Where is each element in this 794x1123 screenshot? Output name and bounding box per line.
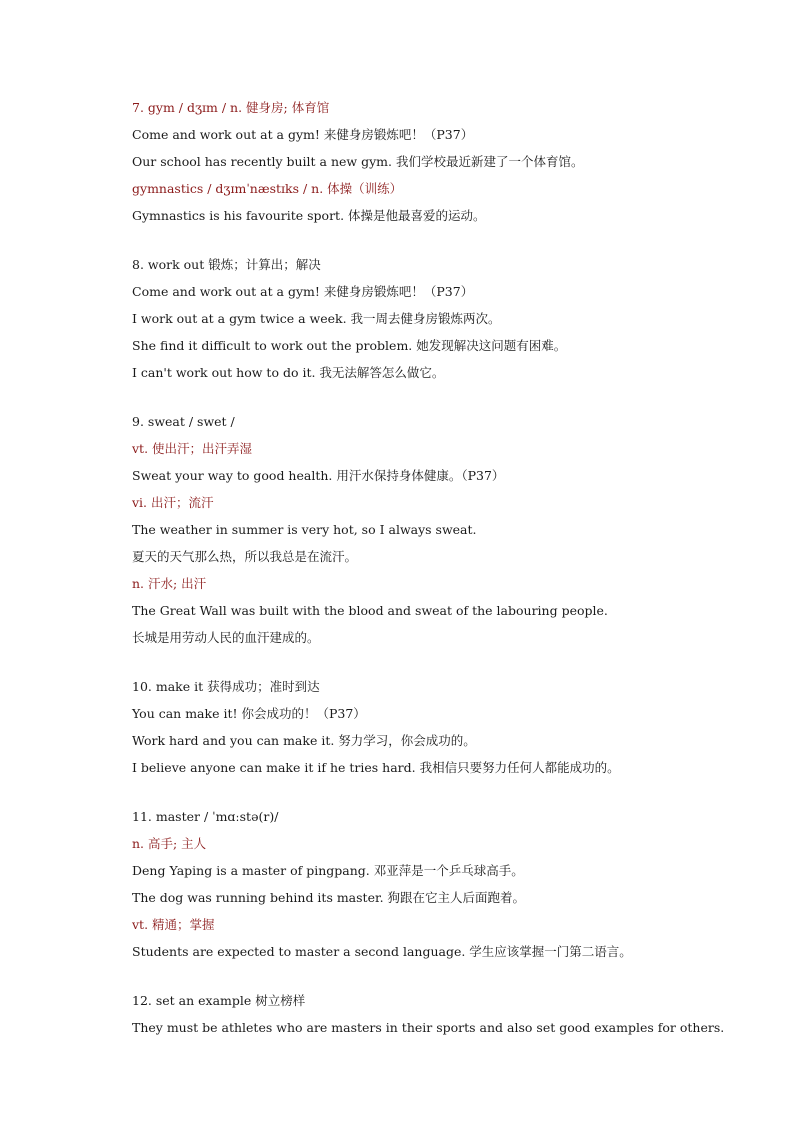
- text-line: 11. master / ˈmɑːstə(r)/: [132, 809, 279, 824]
- vocab-entry: [132, 251, 794, 386]
- definition-line: vt. 精通；掌握: [132, 917, 215, 932]
- definition-line: vi. 出汗；流汗: [132, 495, 214, 510]
- vocab-entry: [132, 803, 794, 965]
- text-line: She find it difficult to work out the problem. 她发现解决这问题有困难。: [132, 338, 567, 353]
- text-line: I work out at a gym twice a week. 我一周去健身房锻炼两次。: [132, 311, 501, 326]
- text-line: Gymnastics is his favourite sport. 体操是他最喜爱的运动。: [132, 208, 486, 223]
- vocab-entry: [132, 673, 794, 781]
- definition-line: n. 汗水; 出汗: [132, 576, 207, 591]
- definition-line: n. 高手; 主人: [132, 836, 207, 851]
- text-line: Work hard and you can make it. 努力学习，你会成功的。: [132, 733, 476, 748]
- text-line: 8. work out 锻炼；计算出；解决: [132, 257, 321, 272]
- vocab-entry: [132, 987, 794, 1041]
- text-line: I can't work out how to do it. 我无法解答怎么做它。: [132, 365, 445, 380]
- text-line: 12. set an example 树立榜样: [132, 993, 306, 1008]
- text-line: The weather in summer is very hot, so I always sweat.: [132, 522, 477, 537]
- text-line: Deng Yaping is a master of pingpang. 邓亚萍是一个乒乓球高手。: [132, 863, 524, 878]
- text-line: 9. sweat / swet /: [132, 414, 235, 429]
- text-line: I believe anyone can make it if he tries hard. 我相信只要努力任何人都能成功的。: [132, 760, 620, 775]
- text-line: 夏天的天气那么热，所以我总是在流汗。: [132, 549, 358, 564]
- definition-line: vt. 使出汗；出汗弄湿: [132, 441, 253, 456]
- text-line: Our school has recently built a new gym. 我们学校最近新建了一个体育馆。: [132, 154, 584, 169]
- vocab-entry: [132, 408, 794, 651]
- vocab-entry: [132, 94, 794, 229]
- text-line: The Great Wall was built with the blood and sweat of the labouring people.: [132, 603, 608, 618]
- text-line: Students are expected to master a second language. 学生应该掌握一门第二语言。: [132, 944, 632, 959]
- text-line: Come and work out at a gym! 来健身房锻炼吧！（P37）: [132, 284, 474, 299]
- text-line: Come and work out at a gym! 来健身房锻炼吧！（P37）: [132, 127, 474, 142]
- definition-line: 7. gym / dʒɪm / n. 健身房; 体育馆: [132, 100, 330, 115]
- text-line: 长城是用劳动人民的血汗建成的。: [132, 630, 320, 645]
- text-line: They must be athletes who are masters in their sports and also set good examples for others.: [132, 1020, 725, 1035]
- text-line: 10. make it 获得成功；准时到达: [132, 679, 320, 694]
- text-line: The dog was running behind its master. 狗跟在它主人后面跑着。: [132, 890, 526, 905]
- definition-line: gymnastics / dʒɪmˈnæstɪks / n. 体操（训练）: [132, 181, 403, 196]
- text-line: You can make it! 你会成功的！（P37）: [132, 706, 366, 721]
- text-line: Sweat your way to good health. 用汗水保持身体健康。（P37）: [132, 468, 505, 483]
